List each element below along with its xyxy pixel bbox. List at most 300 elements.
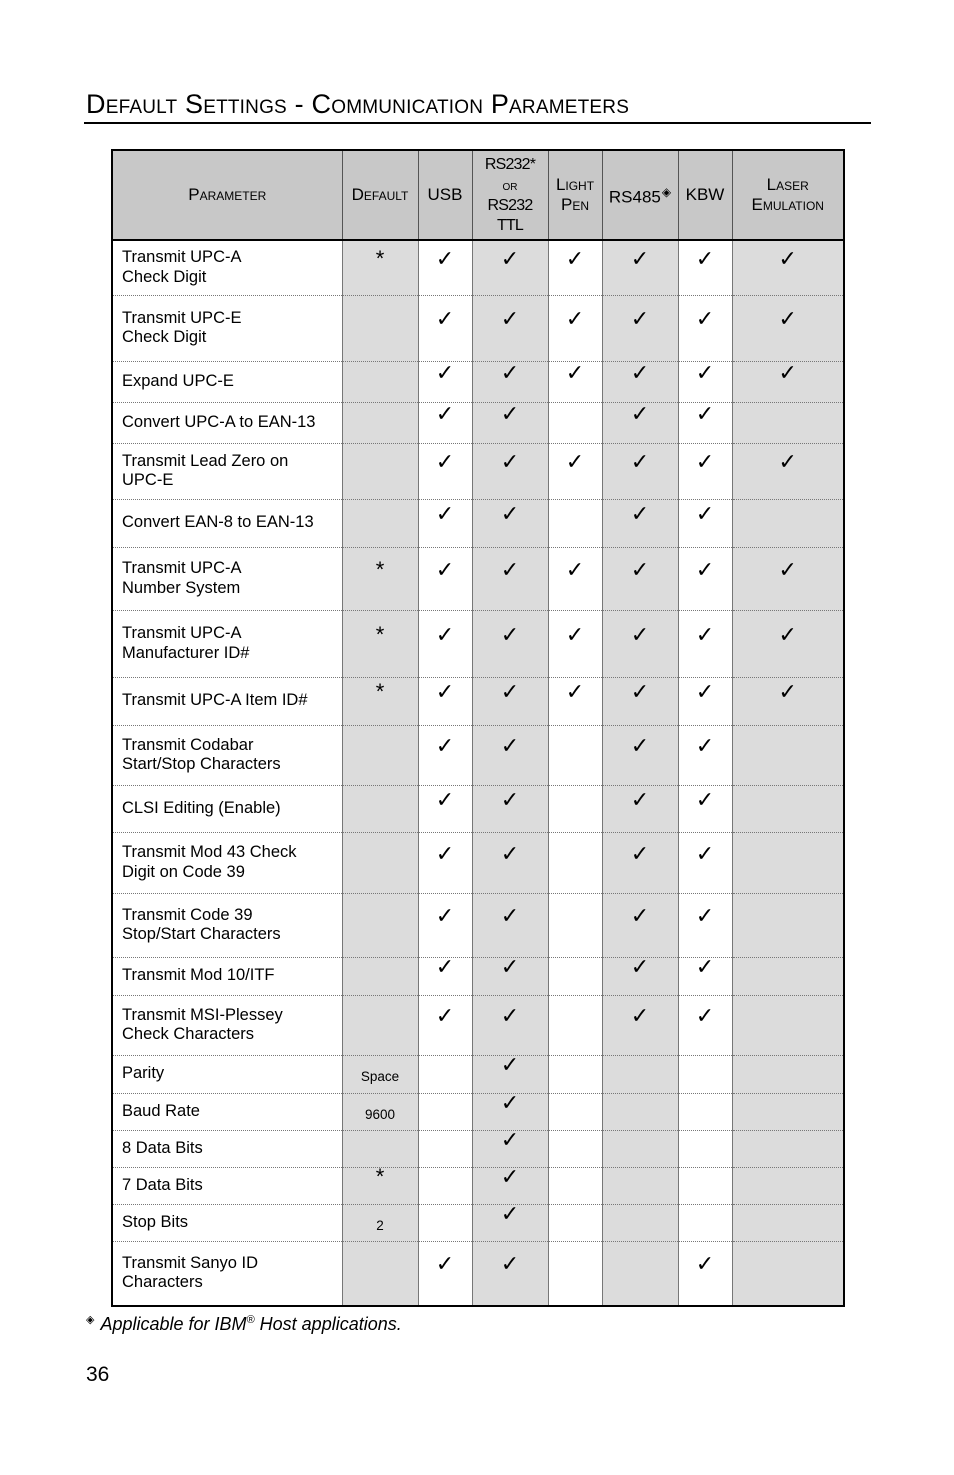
- check-mark-icon: ✓: [778, 679, 797, 704]
- header-default: Default: [342, 150, 418, 240]
- default-value: 9600: [364, 1106, 396, 1122]
- check-mark-icon: ✓: [435, 786, 455, 812]
- header-light-pen: Light Pen: [548, 150, 602, 240]
- kbw-cell: [678, 1241, 732, 1306]
- parameter-name-cell: [112, 295, 342, 361]
- parameter-name: Transmit UPC-A Check Digit: [122, 248, 242, 286]
- check-mark-icon: ✓: [500, 679, 520, 704]
- parameter-name: Transmit UPC-A Item ID#: [122, 691, 308, 710]
- light-pen-cell: [548, 725, 602, 785]
- table-row: [112, 1204, 844, 1241]
- check-mark-icon: ✓: [565, 679, 585, 704]
- check-mark-icon: ✓: [565, 359, 585, 385]
- default-cell: [342, 1093, 418, 1130]
- header-laser-emulation: Laser Emulation: [732, 150, 844, 240]
- parameter-name: Baud Rate: [122, 1101, 200, 1120]
- kbw-cell: [678, 1130, 732, 1167]
- title-rule: [84, 122, 871, 124]
- parameter-name: Transmit UPC-E Check Digit: [122, 308, 242, 346]
- check-mark-icon: ✓: [500, 621, 520, 647]
- check-mark-icon: ✓: [435, 679, 455, 704]
- check-mark-icon: ✓: [630, 903, 650, 928]
- check-mark-icon: ✓: [435, 954, 455, 979]
- laser-emulation-cell: [732, 361, 844, 402]
- parameter-name: Transmit Code 39 Stop/Start Characters: [122, 905, 281, 943]
- default-cell: [342, 499, 418, 547]
- default-cell: [342, 402, 418, 443]
- parameter-name: Transmit Mod 43 Check Digit on Code 39: [122, 843, 297, 881]
- check-mark-icon: ✓: [630, 400, 650, 426]
- check-mark-icon: ✓: [435, 1251, 455, 1277]
- rs485-cell: [602, 295, 678, 361]
- check-mark-icon: ✓: [695, 359, 715, 385]
- usb-cell: [418, 1241, 472, 1306]
- kbw-cell: [678, 677, 732, 725]
- check-mark-icon: ✓: [695, 449, 715, 474]
- check-mark-icon: ✓: [695, 733, 715, 758]
- default-asterisk: *: [375, 679, 385, 704]
- check-mark-icon: ✓: [435, 306, 455, 331]
- light-pen-cell: [548, 1167, 602, 1204]
- rs232-cell: [472, 547, 548, 610]
- default-cell: [342, 547, 418, 610]
- check-mark-icon: ✓: [695, 840, 715, 866]
- parameter-name-cell: [112, 1093, 342, 1130]
- laser-emulation-cell: [732, 1204, 844, 1241]
- light-pen-cell: [548, 499, 602, 547]
- parameter-name-cell: [112, 361, 342, 402]
- check-mark-icon: ✓: [500, 903, 520, 928]
- default-asterisk: *: [375, 556, 385, 582]
- check-mark-icon: ✓: [630, 306, 650, 331]
- check-mark-icon: ✓: [695, 400, 715, 426]
- parameter-name: Expand UPC-E: [122, 371, 234, 390]
- check-mark-icon: ✓: [500, 1003, 520, 1028]
- check-mark-icon: ✓: [435, 733, 455, 758]
- light-pen-cell: [548, 1241, 602, 1306]
- usb-cell: [418, 832, 472, 893]
- table-row: [112, 725, 844, 785]
- light-pen-cell: [548, 402, 602, 443]
- kbw-cell: [678, 832, 732, 893]
- parameter-name-cell: [112, 547, 342, 610]
- parameter-name: Parity: [122, 1064, 165, 1083]
- check-mark-icon: ✓: [565, 621, 585, 647]
- check-mark-icon: ✓: [778, 449, 797, 474]
- light-pen-cell: [548, 610, 602, 677]
- rs232-cell: [472, 785, 548, 832]
- header-usb: USB: [418, 150, 472, 240]
- kbw-cell: [678, 499, 732, 547]
- default-asterisk: *: [375, 245, 385, 271]
- page-number: 36: [86, 1363, 110, 1386]
- usb-cell: [418, 725, 472, 785]
- rs485-cell: [602, 725, 678, 785]
- diamond-icon: ◈: [661, 185, 672, 200]
- light-pen-cell: [548, 893, 602, 957]
- parameter-name-cell: [112, 499, 342, 547]
- light-pen-cell: [548, 295, 602, 361]
- check-mark-icon: ✓: [435, 903, 455, 928]
- default-cell: [342, 1130, 418, 1167]
- check-mark-icon: ✓: [778, 621, 797, 647]
- parameter-name-cell: [112, 832, 342, 893]
- light-pen-cell: [548, 957, 602, 995]
- light-pen-cell: [548, 1204, 602, 1241]
- check-mark-icon: ✓: [630, 359, 650, 385]
- default-asterisk: *: [375, 1163, 385, 1189]
- laser-emulation-cell: [732, 832, 844, 893]
- usb-cell: [418, 785, 472, 832]
- check-mark-icon: ✓: [500, 1200, 520, 1226]
- laser-emulation-cell: [732, 547, 844, 610]
- default-cell: [342, 957, 418, 995]
- check-mark-icon: ✓: [695, 306, 715, 331]
- check-mark-icon: ✓: [630, 840, 650, 866]
- rs485-cell: [602, 547, 678, 610]
- check-mark-icon: ✓: [500, 400, 520, 426]
- rs485-cell: [602, 995, 678, 1055]
- parameter-name-cell: [112, 443, 342, 499]
- check-mark-icon: ✓: [500, 1089, 520, 1115]
- parameter-name-cell: [112, 725, 342, 785]
- footnote: ◈ Applicable for IBM® Host applications.: [86, 1314, 402, 1334]
- usb-cell: [418, 1055, 472, 1093]
- rs485-cell: [602, 443, 678, 499]
- default-cell: [342, 995, 418, 1055]
- check-mark-icon: ✓: [630, 1003, 650, 1028]
- check-mark-icon: ✓: [630, 245, 650, 271]
- check-mark-icon: ✓: [435, 245, 455, 271]
- rs485-cell: [602, 832, 678, 893]
- default-value: Space: [360, 1069, 400, 1084]
- laser-emulation-cell: [732, 610, 844, 677]
- table-row: [112, 1093, 844, 1130]
- parameter-name-cell: [112, 402, 342, 443]
- check-mark-icon: ✓: [500, 733, 520, 758]
- usb-cell: [418, 499, 472, 547]
- rs232-cell: [472, 995, 548, 1055]
- usb-cell: [418, 610, 472, 677]
- diamond-icon: ◈: [86, 1314, 95, 1326]
- check-mark-icon: ✓: [695, 621, 715, 647]
- usb-cell: [418, 954, 472, 995]
- page-title: Default Settings - Communication Parameters: [86, 89, 630, 119]
- check-mark-icon: ✓: [500, 1052, 520, 1077]
- light-pen-cell: [548, 832, 602, 893]
- laser-emulation-cell: [732, 1093, 844, 1130]
- rs485-cell: [602, 785, 678, 832]
- header-rs485: RS485◈: [602, 150, 678, 240]
- laser-emulation-cell: [732, 1167, 844, 1204]
- rs232-cell: [472, 499, 548, 547]
- parameter-name: Transmit Mod 10/ITF: [122, 966, 275, 985]
- parameter-name: Transmit UPC-A Manufacturer ID#: [122, 624, 250, 662]
- table-header-row: [112, 150, 844, 240]
- rs232-cell: [472, 1200, 548, 1241]
- rs232-cell: [472, 443, 548, 499]
- check-mark-icon: ✓: [695, 245, 715, 271]
- rs485-cell: [602, 1055, 678, 1093]
- parameter-name: Convert EAN-8 to EAN-13: [122, 513, 314, 532]
- table-row: [112, 957, 844, 995]
- usb-cell: [418, 295, 472, 361]
- rs485-cell: [602, 499, 678, 547]
- usb-cell: [418, 1130, 472, 1167]
- check-mark-icon: ✓: [565, 556, 585, 582]
- check-mark-icon: ✓: [435, 621, 455, 647]
- parameter-name-cell: [112, 785, 342, 832]
- light-pen-cell: [548, 547, 602, 610]
- usb-cell: [418, 1204, 472, 1241]
- table-row: [112, 1130, 844, 1167]
- check-mark-icon: ✓: [695, 786, 715, 812]
- laser-emulation-cell: [732, 499, 844, 547]
- parameter-name: Stop Bits: [122, 1212, 189, 1231]
- default-cell: [342, 1204, 418, 1241]
- default-cell: [342, 725, 418, 785]
- rs232-cell: [472, 1052, 548, 1093]
- parameter-name: Transmit Codabar Start/Stop Characters: [122, 735, 281, 773]
- parameter-name: 7 Data Bits: [122, 1175, 203, 1194]
- parameter-name-cell: [112, 893, 342, 957]
- light-pen-cell: [548, 443, 602, 499]
- light-pen-cell: [548, 995, 602, 1055]
- parameter-name: Transmit MSI-Plessey Check Characters: [122, 1005, 283, 1043]
- check-mark-icon: ✓: [565, 449, 585, 474]
- kbw-cell: [678, 295, 732, 361]
- default-cell: [342, 893, 418, 957]
- usb-cell: [418, 1167, 472, 1204]
- check-mark-icon: ✓: [500, 1163, 520, 1189]
- default-cell: [342, 677, 418, 725]
- light-pen-cell: [548, 1130, 602, 1167]
- table-row: [112, 547, 844, 610]
- rs485-cell: [602, 1241, 678, 1306]
- parameter-name-cell: [112, 1241, 342, 1306]
- parameter-name-cell: [112, 240, 342, 295]
- light-pen-cell: [548, 361, 602, 402]
- kbw-cell: [678, 1093, 732, 1130]
- laser-emulation-cell: [732, 995, 844, 1055]
- laser-emulation-cell: [732, 295, 844, 361]
- parameter-name-cell: [112, 957, 342, 995]
- parameter-name-cell: [112, 1204, 342, 1241]
- rs232-cell: [472, 1126, 548, 1167]
- rs485-cell: [602, 361, 678, 402]
- laser-emulation-cell: [732, 725, 844, 785]
- laser-emulation-cell: [732, 402, 844, 443]
- check-mark-icon: ✓: [630, 501, 650, 526]
- table-row: [112, 785, 844, 832]
- header-kbw: KBW: [678, 150, 732, 240]
- check-mark-icon: ✓: [500, 840, 520, 866]
- default-cell: [342, 832, 418, 893]
- parameter-name-cell: [112, 677, 342, 725]
- check-mark-icon: ✓: [630, 449, 650, 474]
- usb-cell: [418, 1093, 472, 1130]
- table-row: [112, 677, 844, 725]
- light-pen-cell: [548, 240, 602, 295]
- check-mark-icon: ✓: [630, 679, 650, 704]
- rs485-cell: [602, 893, 678, 957]
- table-row: [112, 1241, 844, 1306]
- rs232-cell: [472, 725, 548, 785]
- kbw-cell: [678, 725, 732, 785]
- rs232-cell: [472, 240, 548, 295]
- communication-parameters-table: [111, 149, 845, 1307]
- rs232-cell: [472, 402, 548, 443]
- usb-cell: [418, 547, 472, 610]
- rs485-cell: [602, 1130, 678, 1167]
- check-mark-icon: ✓: [695, 679, 715, 704]
- usb-cell: [418, 240, 472, 295]
- check-mark-icon: ✓: [500, 501, 520, 526]
- laser-emulation-cell: [732, 893, 844, 957]
- rs232-cell: [472, 1163, 548, 1204]
- light-pen-cell: [548, 677, 602, 725]
- laser-emulation-cell: [732, 677, 844, 725]
- kbw-cell: [678, 995, 732, 1055]
- check-mark-icon: ✓: [630, 786, 650, 812]
- header-parameter: Parameter: [112, 150, 342, 240]
- parameter-name-cell: [112, 1167, 342, 1204]
- kbw-cell: [678, 547, 732, 610]
- check-mark-icon: ✓: [630, 556, 650, 582]
- rs485-cell: [602, 677, 678, 725]
- check-mark-icon: ✓: [500, 1126, 520, 1152]
- light-pen-cell: [548, 1055, 602, 1093]
- table-row: [112, 995, 844, 1055]
- rs232-cell: [472, 832, 548, 893]
- default-cell: [342, 361, 418, 402]
- check-mark-icon: ✓: [500, 954, 520, 979]
- kbw-cell: [678, 785, 732, 832]
- check-mark-icon: ✓: [695, 954, 715, 979]
- check-mark-icon: ✓: [500, 359, 520, 385]
- default-cell: [342, 1163, 418, 1204]
- rs232-cell: [472, 295, 548, 361]
- check-mark-icon: ✓: [500, 1251, 520, 1277]
- parameter-name: Transmit Sanyo ID Characters: [122, 1253, 259, 1292]
- usb-cell: [418, 361, 472, 402]
- usb-cell: [418, 995, 472, 1055]
- check-mark-icon: ✓: [695, 1003, 715, 1028]
- rs485-cell: [602, 402, 678, 443]
- parameter-name: 8 Data Bits: [122, 1138, 203, 1157]
- kbw-cell: [678, 1167, 732, 1204]
- rs232-cell: [472, 893, 548, 957]
- table-row: [112, 361, 844, 402]
- kbw-cell: [678, 240, 732, 295]
- table-row: [112, 1167, 844, 1204]
- check-mark-icon: ✓: [500, 245, 520, 271]
- kbw-cell: [678, 1204, 732, 1241]
- rs485-cell: [602, 954, 678, 995]
- parameter-name: CLSI Editing (Enable): [122, 798, 281, 817]
- default-cell: [342, 240, 418, 295]
- parameter-name: Transmit Lead Zero on UPC-E: [122, 451, 289, 489]
- default-value: 2: [376, 1217, 384, 1233]
- rs485-cell: [602, 1204, 678, 1241]
- default-cell: [342, 443, 418, 499]
- check-mark-icon: ✓: [500, 306, 520, 331]
- laser-emulation-cell: [732, 443, 844, 499]
- check-mark-icon: ✓: [435, 840, 455, 866]
- check-mark-icon: ✓: [435, 359, 455, 385]
- rs485-cell: [602, 240, 678, 295]
- rs232-cell: [472, 1241, 548, 1306]
- check-mark-icon: ✓: [630, 733, 650, 758]
- rs232-cell: [472, 361, 548, 402]
- table-row: [112, 610, 844, 677]
- kbw-cell: [678, 954, 732, 995]
- check-mark-icon: ✓: [695, 1251, 715, 1277]
- check-mark-icon: ✓: [565, 245, 585, 271]
- kbw-cell: [678, 610, 732, 677]
- table-row: [112, 832, 844, 893]
- check-mark-icon: ✓: [500, 556, 520, 582]
- check-mark-icon: ✓: [695, 501, 715, 526]
- rs485-cell: [602, 610, 678, 677]
- table-row: [112, 240, 844, 295]
- check-mark-icon: ✓: [778, 245, 797, 271]
- light-pen-cell: [548, 785, 602, 832]
- default-cell: [342, 295, 418, 361]
- light-pen-cell: [548, 1093, 602, 1130]
- check-mark-icon: ✓: [778, 556, 797, 582]
- kbw-cell: [678, 443, 732, 499]
- parameter-name-cell: [112, 995, 342, 1055]
- check-mark-icon: ✓: [695, 903, 715, 928]
- rs485-cell: [602, 1167, 678, 1204]
- check-mark-icon: ✓: [435, 501, 455, 526]
- check-mark-icon: ✓: [778, 306, 797, 331]
- check-mark-icon: ✓: [435, 400, 455, 426]
- usb-cell: [418, 677, 472, 725]
- kbw-cell: [678, 361, 732, 402]
- check-mark-icon: ✓: [565, 306, 585, 331]
- usb-cell: [418, 893, 472, 957]
- rs485-cell: [602, 1093, 678, 1130]
- check-mark-icon: ✓: [435, 449, 455, 474]
- rs232-cell: [472, 677, 548, 725]
- check-mark-icon: ✓: [778, 359, 797, 385]
- parameter-name-cell: [112, 1130, 342, 1167]
- laser-emulation-cell: [732, 240, 844, 295]
- kbw-cell: [678, 893, 732, 957]
- check-mark-icon: ✓: [500, 786, 520, 812]
- default-cell: [342, 1055, 418, 1093]
- table-row: [112, 499, 844, 547]
- parameter-name: Convert UPC-A to EAN-13: [122, 412, 316, 431]
- parameter-name-cell: [112, 1055, 342, 1093]
- rs232-cell: [472, 610, 548, 677]
- rs232-cell: [472, 1089, 548, 1130]
- check-mark-icon: ✓: [630, 621, 650, 647]
- check-mark-icon: ✓: [435, 556, 455, 582]
- kbw-cell: [678, 1055, 732, 1093]
- check-mark-icon: ✓: [435, 1003, 455, 1028]
- table-row: [112, 443, 844, 499]
- default-cell: [342, 1241, 418, 1306]
- default-cell: [342, 610, 418, 677]
- laser-emulation-cell: [732, 1241, 844, 1306]
- laser-emulation-cell: [732, 1130, 844, 1167]
- check-mark-icon: ✓: [500, 449, 520, 474]
- kbw-cell: [678, 402, 732, 443]
- laser-emulation-cell: [732, 785, 844, 832]
